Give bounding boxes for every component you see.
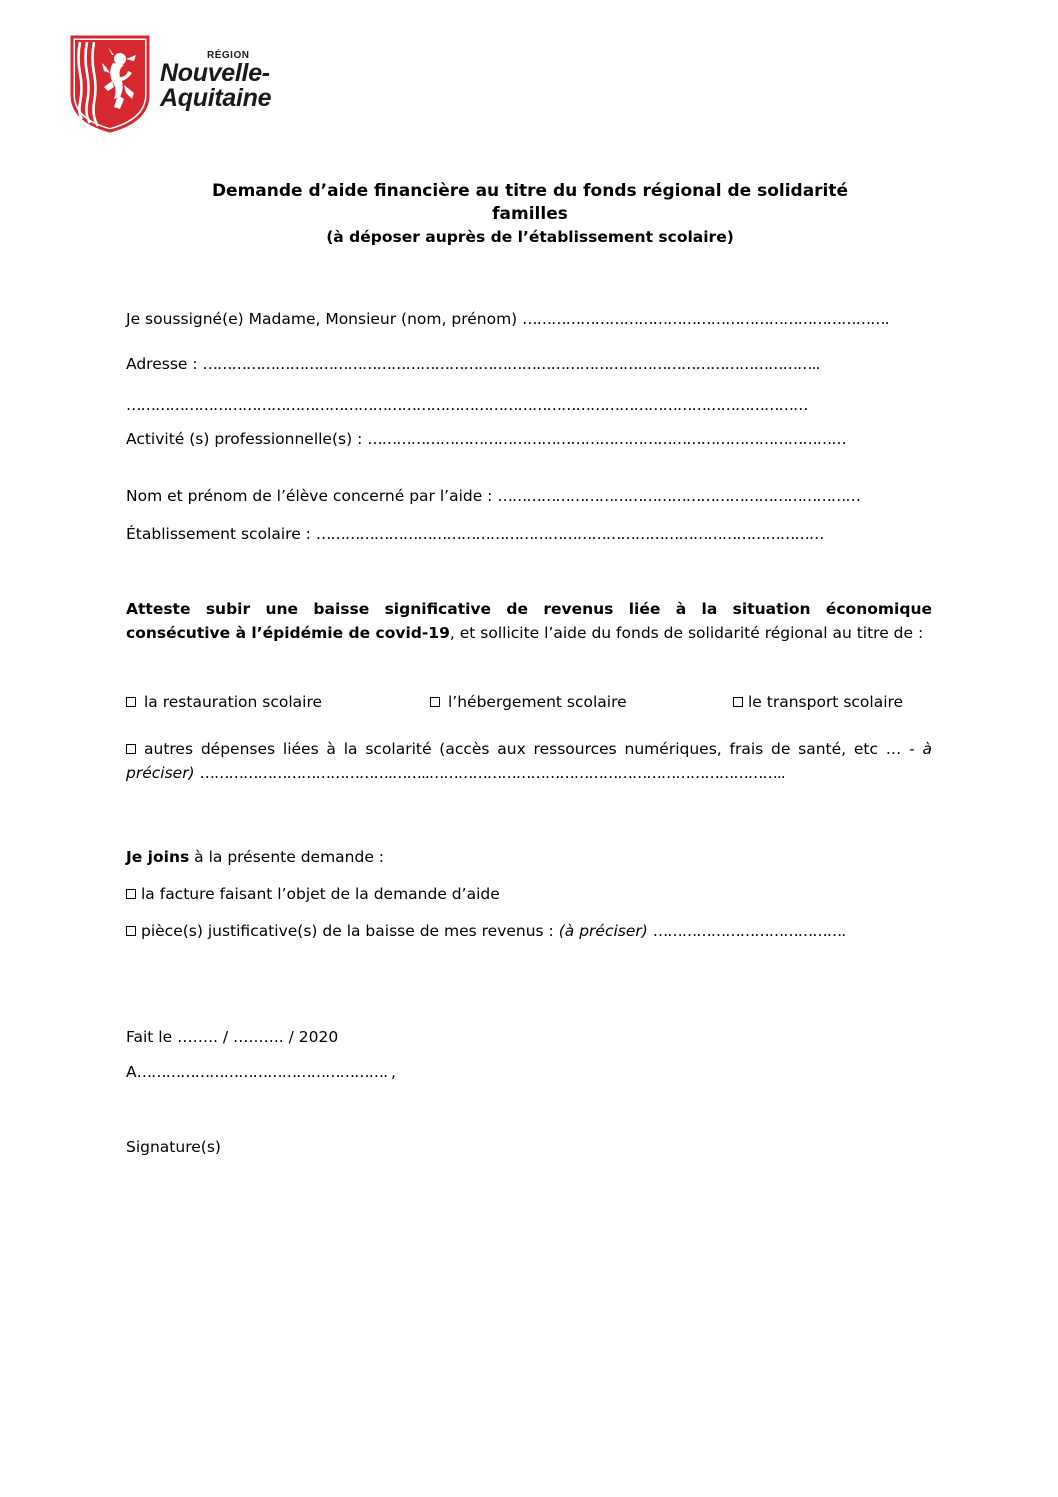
attachment-facture[interactable] (126, 884, 500, 904)
attachments-intro-bold: Je joins (126, 848, 190, 866)
checkbox-icon[interactable] (126, 697, 136, 707)
checkbox-icon[interactable] (126, 889, 136, 899)
field-soussigne-label: Je soussigné(e) Madame, Monsieur (nom, prénom) (126, 310, 518, 328)
field-soussigne-blank[interactable]: …………………………………………………………………. (522, 310, 889, 328)
field-activite-label: Activité (s) professionnelle(s) : (126, 430, 363, 448)
logo-name-line2: Aquitaine (160, 84, 272, 112)
attachment-justificatifs[interactable] (126, 921, 845, 941)
attachment-justificatifs-label: pièce(s) justificative(s) de la baisse de mes revenus : (141, 922, 554, 940)
option-transport[interactable] (733, 692, 903, 712)
option-autres-blank[interactable]: ………………………………….……..……………………………………………………………….. (199, 764, 785, 782)
checkbox-icon[interactable] (126, 926, 136, 936)
signature-label: Signature(s) (126, 1138, 221, 1156)
option-transport-label: le transport scolaire (748, 693, 904, 711)
logo-name-line1: Nouvelle- (160, 59, 270, 87)
option-restauration-label: la restauration scolaire (144, 693, 323, 711)
place-label: A (126, 1063, 137, 1081)
field-etablissement-blank[interactable]: …………………………………………………………………………………………… (315, 525, 824, 543)
attachment-justificatifs-italic: (à préciser) (558, 922, 648, 940)
document-title-line1: Demande d’aide financière au titre du fonds régional de solidarité (211, 181, 849, 201)
checkbox-icon[interactable] (126, 744, 136, 754)
field-eleve-blank[interactable]: ………………………………………………………………… (497, 487, 860, 505)
region-logo (68, 33, 288, 135)
attachment-facture-label: la facture faisant l’objet de la demande d’aide (141, 885, 500, 903)
field-eleve-label: Nom et prénom de l’élève concerné par l’aide : (126, 487, 493, 505)
field-etablissement (126, 524, 823, 544)
attestation-bold-text: Atteste subir une baisse significative de revenus liée à la situation économique consécutive à l’épidémie de covid-19 (126, 600, 932, 642)
attachments-intro-normal: à la présente demande : (194, 848, 385, 866)
document-title-line2: familles (492, 204, 568, 224)
signature-line (126, 1137, 221, 1157)
field-activite-blank[interactable]: ……………………………………………………………………………………… (367, 430, 846, 448)
date-blank[interactable]: …….. / …..….. / 2020 (177, 1028, 339, 1046)
document-header (120, 180, 940, 248)
place-blank[interactable]: ……………………………………………. , (136, 1063, 395, 1081)
option-restauration[interactable] (126, 692, 322, 712)
field-adresse-blank-line2[interactable]: …………………………………………………………………………………………………………………………… (126, 396, 808, 414)
attachments-intro (126, 847, 384, 867)
place-line (126, 1062, 395, 1082)
date-label: Fait le (126, 1028, 173, 1046)
option-autres-italic: à préciser) (126, 740, 932, 782)
option-hebergement[interactable] (430, 692, 627, 712)
field-adresse-blank[interactable]: ……………………………………………………………………………………………………………….. (202, 355, 820, 373)
document-subtitle: (à déposer auprès de l’établissement scolaire) (326, 228, 734, 246)
field-soussigne (126, 309, 889, 329)
attestation-normal-text: , et sollicite l’aide du fonds de solidarité régional au titre de : (449, 624, 924, 642)
attachment-justificatifs-blank[interactable]: …………………………………. (652, 922, 846, 940)
field-eleve (126, 486, 860, 506)
attestation-paragraph (126, 597, 932, 645)
shield-lion-icon (68, 33, 152, 133)
field-adresse-continuation (126, 395, 808, 415)
field-adresse (126, 354, 819, 374)
logo-region-label: RÉGION (207, 50, 250, 61)
checkbox-icon[interactable] (733, 697, 743, 707)
date-line (126, 1027, 338, 1047)
field-adresse-label: Adresse : (126, 355, 198, 373)
option-autres-label: autres dépenses liées à la scolarité (accès aux ressources numériques, frais de santé, etc … - (144, 740, 915, 758)
option-autres-depenses[interactable] (126, 737, 932, 785)
field-etablissement-label: Établissement scolaire : (126, 525, 311, 543)
option-hebergement-label: l’hébergement scolaire (448, 693, 627, 711)
checkbox-icon[interactable] (430, 697, 440, 707)
field-activite (126, 429, 846, 449)
